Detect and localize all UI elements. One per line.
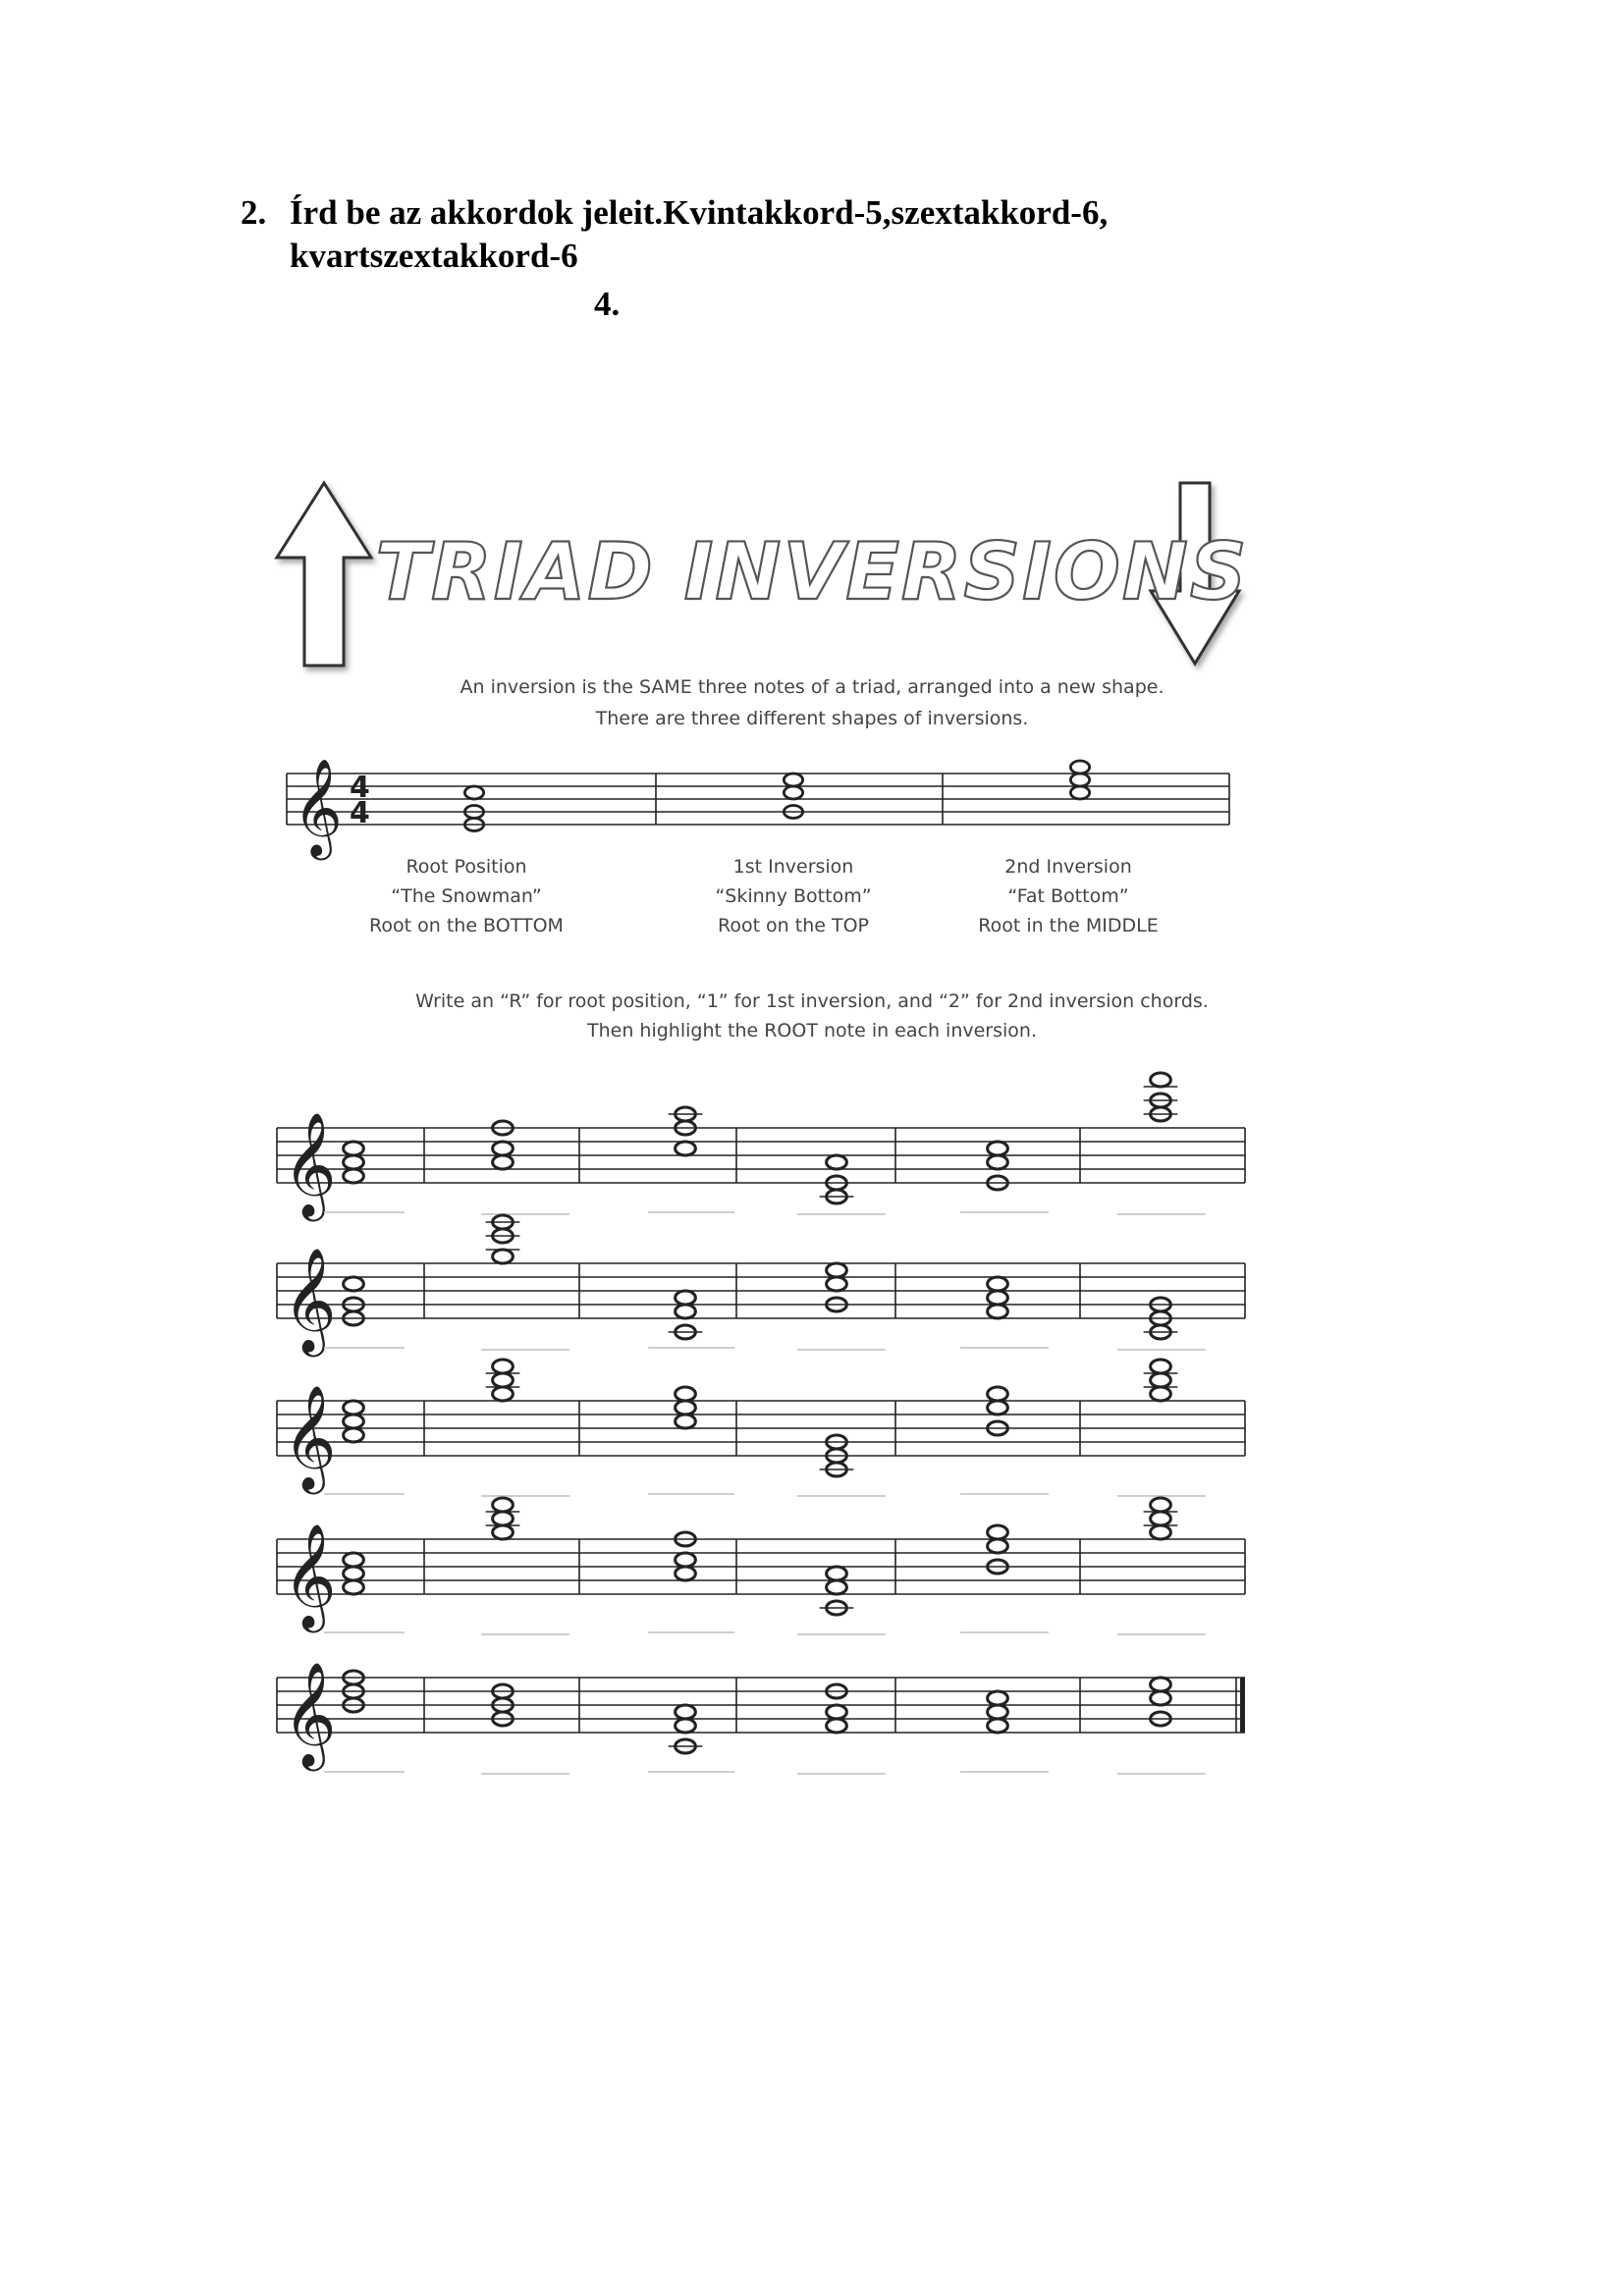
whole-note [827, 1277, 847, 1291]
whole-note [676, 1401, 696, 1415]
whole-note [676, 1567, 696, 1580]
time-signature-bottom: 4 [350, 796, 370, 831]
chord [344, 1401, 364, 1442]
whole-note [676, 1705, 696, 1719]
whole-note [493, 1155, 514, 1169]
music-staff [277, 1661, 1245, 1774]
whole-note [676, 1291, 696, 1305]
inversion-rule: Root on the TOP [717, 915, 870, 936]
chord [486, 1498, 520, 1539]
whole-note [1151, 1512, 1171, 1525]
whole-note [493, 1250, 514, 1263]
chord [486, 1215, 520, 1263]
whole-note [988, 1291, 1008, 1305]
instruction-line-1: Write an “R” for root position, “1” for 1st inversion, and “2” for 2nd inversion chords. [415, 990, 1209, 1012]
task-instruction-line-2: kvartszextakkord-6 [290, 237, 578, 275]
chord [988, 1277, 1008, 1318]
treble-clef-icon: 𝄞 [283, 1522, 337, 1629]
whole-note [827, 1580, 847, 1594]
chord [344, 1553, 364, 1594]
whole-note [988, 1691, 1008, 1705]
chord [676, 1387, 696, 1428]
whole-note [676, 1387, 696, 1401]
whole-note [493, 1373, 514, 1387]
chord [669, 1291, 703, 1339]
whole-note [784, 786, 802, 799]
whole-note [827, 1155, 847, 1169]
whole-note [344, 1155, 364, 1169]
treble-clef-icon: 𝄞 [283, 1246, 337, 1353]
whole-note [827, 1719, 847, 1733]
chord [1070, 761, 1089, 799]
music-staff [277, 1073, 1245, 1222]
chord [1144, 1498, 1178, 1539]
treble-clef-icon: 𝄞 [293, 758, 343, 857]
chord [988, 1691, 1008, 1733]
whole-note [988, 1539, 1008, 1553]
whole-note [784, 774, 802, 786]
whole-note [988, 1305, 1008, 1318]
whole-note [344, 1415, 364, 1428]
whole-note [344, 1401, 364, 1415]
whole-note [344, 1580, 364, 1594]
whole-note [676, 1305, 696, 1318]
whole-note [1151, 1373, 1171, 1387]
task-number: 2. [241, 193, 267, 232]
music-staff [277, 1215, 1245, 1358]
inversion-rule: Root in the MIDDLE [978, 915, 1159, 936]
whole-note [1070, 774, 1089, 786]
whole-note [1070, 761, 1089, 774]
music-staff [277, 1498, 1245, 1634]
whole-note [676, 1719, 696, 1733]
task-instruction-line-1: Írd be az akkordok jeleit.Kvintakkord-5,szextakkord-6, [290, 193, 1109, 232]
music-staff [287, 759, 1229, 861]
whole-note [344, 1142, 364, 1155]
whole-note [676, 1553, 696, 1567]
inversion-name: Root Position [406, 856, 527, 878]
whole-note [464, 786, 483, 799]
whole-note [988, 1155, 1008, 1169]
task-subnumber: 4. [594, 285, 621, 323]
worksheet-title: TRIAD INVERSIONS [375, 526, 1249, 617]
whole-note [493, 1498, 514, 1512]
treble-clef-icon: 𝄞 [283, 1110, 337, 1217]
whole-note [988, 1719, 1008, 1733]
whole-note [1151, 1360, 1171, 1373]
inversion-nickname: “Fat Bottom” [1007, 885, 1129, 907]
whole-note [344, 1553, 364, 1567]
whole-note [1151, 1691, 1171, 1705]
whole-note [493, 1512, 514, 1525]
chord [669, 1705, 703, 1753]
whole-note [1151, 1073, 1171, 1087]
whole-note [827, 1705, 847, 1719]
whole-note [988, 1387, 1008, 1401]
whole-note [493, 1387, 514, 1401]
whole-note [827, 1263, 847, 1277]
whole-note [988, 1142, 1008, 1155]
whole-note [493, 1142, 514, 1155]
inversion-name: 1st Inversion [732, 856, 854, 878]
inversion-nickname: “The Snowman” [391, 885, 542, 907]
whole-note [1151, 1525, 1171, 1539]
whole-note [676, 1142, 696, 1155]
whole-note [344, 1567, 364, 1580]
whole-note [493, 1525, 514, 1539]
intro-line-1: An inversion is the SAME three notes of a triad, arranged into a new shape. [460, 676, 1164, 698]
chord [669, 1107, 703, 1155]
up-arrow-icon [277, 483, 371, 666]
whole-note [988, 1525, 1008, 1539]
whole-note [988, 1705, 1008, 1719]
chord [1144, 1360, 1178, 1401]
whole-note [493, 1360, 514, 1373]
instruction-line-2: Then highlight the ROOT note in each inversion. [587, 1020, 1037, 1041]
music-staff [277, 1360, 1245, 1496]
whole-note [1151, 1678, 1171, 1691]
whole-note [1070, 786, 1089, 799]
final-bar-thick [1240, 1678, 1245, 1733]
whole-note [827, 1567, 847, 1580]
whole-note [344, 1428, 364, 1442]
whole-note [1151, 1498, 1171, 1512]
chord [344, 1142, 364, 1183]
inversion-rule: Root on the BOTTOM [369, 915, 564, 936]
chord [486, 1360, 520, 1401]
whole-note [344, 1277, 364, 1291]
chord [1144, 1073, 1178, 1121]
whole-note [1151, 1387, 1171, 1401]
intro-line-2: There are three different shapes of inversions. [595, 708, 1029, 729]
inversion-name: 2nd Inversion [1004, 856, 1132, 878]
treble-clef-icon: 𝄞 [283, 1660, 337, 1767]
whole-note [676, 1415, 696, 1428]
whole-note [988, 1401, 1008, 1415]
chord [820, 1567, 854, 1615]
treble-clef-icon: 𝄞 [283, 1383, 337, 1490]
whole-note [988, 1277, 1008, 1291]
whole-note [344, 1169, 364, 1183]
inversion-nickname: “Skinny Bottom” [715, 885, 872, 907]
chord [820, 1155, 854, 1203]
time-signature-top: 4 [350, 771, 370, 806]
